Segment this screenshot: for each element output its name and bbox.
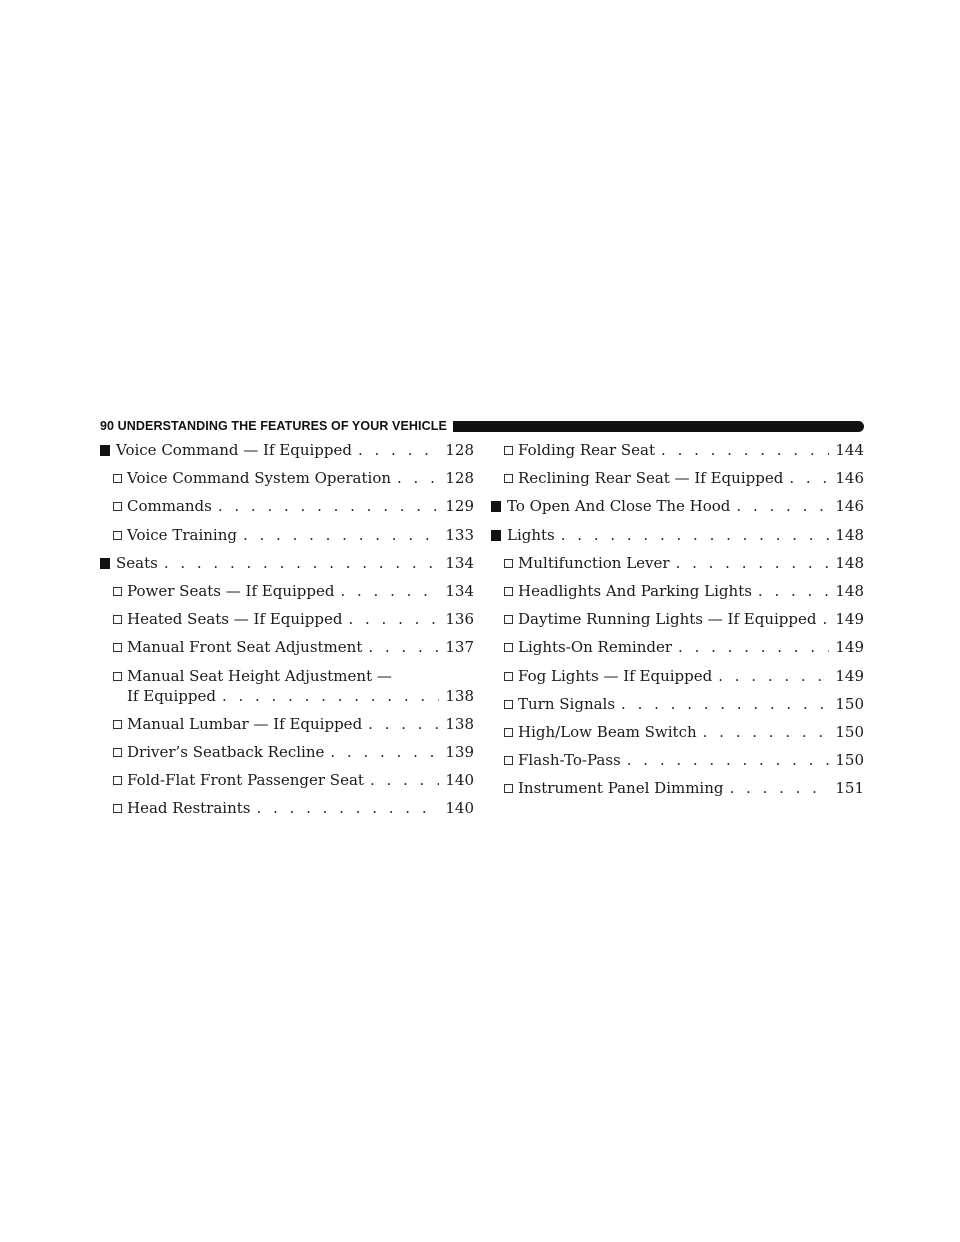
hollow-square-bullet-icon <box>504 728 513 737</box>
hollow-square-bullet-icon <box>113 531 122 540</box>
toc-entry[interactable] <box>491 694 864 714</box>
toc-page-number: 149 <box>835 638 864 657</box>
toc-page-number: 144 <box>835 441 864 459</box>
toc-entry-title: Commands <box>127 497 212 516</box>
page-header <box>100 416 864 436</box>
toc-entry-title: Headlights And Parking Lights <box>518 581 752 600</box>
toc-page-number: 146 <box>835 469 864 488</box>
dot-leader <box>348 609 439 629</box>
toc-entry-title: Power Seats — If Equipped <box>127 581 335 600</box>
toc-left-column <box>100 440 474 826</box>
toc-page-number: 138 <box>445 714 474 733</box>
toc-entry-title: High/Low Beam Switch <box>518 722 697 741</box>
hollow-square-bullet-icon <box>504 474 513 483</box>
square-bullet-icon <box>491 530 501 541</box>
toc-entry[interactable] <box>100 798 474 818</box>
hollow-square-bullet-icon <box>504 672 513 681</box>
toc-entry-title: Manual Lumbar — If Equipped <box>127 714 363 733</box>
toc-entry[interactable] <box>491 581 864 601</box>
dot-leader <box>789 468 829 488</box>
toc-page-number: 150 <box>835 751 864 770</box>
toc-page-number: 133 <box>445 525 474 544</box>
toc-entry[interactable] <box>100 440 474 460</box>
toc-page-number: 134 <box>445 553 474 572</box>
toc-entry[interactable] <box>491 440 864 460</box>
toc-page-number: 150 <box>835 694 864 713</box>
toc-entry-title: Manual Front Seat Adjustment <box>127 638 363 657</box>
toc-entry[interactable] <box>491 750 864 770</box>
dot-leader <box>758 581 829 601</box>
page-header-text: 90 UNDERSTANDING THE FEATURES OF YOUR VEHICLE <box>100 419 447 433</box>
toc-page-number: 136 <box>445 610 474 629</box>
dot-leader <box>218 496 440 516</box>
dot-leader <box>368 637 439 657</box>
toc-entry[interactable] <box>100 609 474 629</box>
hollow-square-bullet-icon <box>113 615 122 624</box>
toc-entry-title: Folding Rear Seat <box>518 441 656 459</box>
toc-entry-title: Manual Seat Height Adjustment — <box>127 666 392 685</box>
dot-leader <box>561 525 830 545</box>
toc-page-number: 151 <box>835 779 864 798</box>
toc-page-number: 129 <box>445 497 474 516</box>
dot-leader <box>370 770 439 790</box>
toc-page-number: 148 <box>835 553 864 572</box>
toc-entry-title: Turn Signals <box>518 694 616 713</box>
toc-entry[interactable] <box>100 581 474 601</box>
toc-page-number: 146 <box>835 497 864 516</box>
toc-entry[interactable] <box>491 553 864 573</box>
toc-page-number: 140 <box>445 771 474 790</box>
toc-entry[interactable] <box>491 496 864 516</box>
toc-entry-title: Flash-To-Pass <box>518 751 621 770</box>
toc-entry[interactable] <box>100 525 474 545</box>
hollow-square-bullet-icon <box>504 700 513 709</box>
dot-leader <box>718 666 829 686</box>
toc-page-number: 150 <box>835 722 864 741</box>
square-bullet-icon <box>100 558 110 569</box>
toc-entry-title: Driver’s Seatback Recline <box>127 742 325 761</box>
toc-entry[interactable] <box>100 770 474 790</box>
hollow-square-bullet-icon <box>504 784 513 793</box>
dot-leader <box>736 496 829 516</box>
dot-leader <box>621 694 829 714</box>
dot-leader <box>164 553 440 573</box>
header-rule <box>453 421 864 432</box>
toc-entry[interactable] <box>491 609 864 629</box>
toc-entry-title: Seats <box>116 553 158 572</box>
hollow-square-bullet-icon <box>504 756 513 765</box>
toc-entry[interactable] <box>100 666 474 706</box>
toc-entry[interactable] <box>100 714 474 734</box>
toc-page-number: 148 <box>835 581 864 600</box>
toc-entry-title: Multifunction Lever <box>518 553 670 572</box>
toc-entry[interactable] <box>100 553 474 573</box>
dot-leader <box>822 609 829 629</box>
toc-page-number: 134 <box>445 581 474 600</box>
hollow-square-bullet-icon <box>113 643 122 652</box>
hollow-square-bullet-icon <box>113 748 122 757</box>
dot-leader <box>730 778 830 798</box>
toc-page-number: 139 <box>445 742 474 761</box>
toc-entry-title: Fold-Flat Front Passenger Seat <box>127 771 364 790</box>
hollow-square-bullet-icon <box>113 776 122 785</box>
square-bullet-icon <box>100 445 110 456</box>
toc-entry-title: Fog Lights — If Equipped <box>518 666 713 685</box>
toc-entry-title: Head Restraints <box>127 799 251 818</box>
toc-entry[interactable] <box>100 496 474 516</box>
toc-right-column <box>491 440 864 806</box>
toc-entry-title: Voice Training <box>127 525 237 544</box>
toc-entry-title: To Open And Close The Hood <box>507 497 731 516</box>
hollow-square-bullet-icon <box>113 502 122 511</box>
hollow-square-bullet-icon <box>113 804 122 813</box>
dot-leader <box>358 440 439 460</box>
toc-entry-title: Instrument Panel Dimming <box>518 779 724 798</box>
toc-page-number: 149 <box>835 666 864 685</box>
toc-entry-title: Lights-On Reminder <box>518 638 673 657</box>
dot-leader <box>256 798 439 818</box>
dot-leader <box>243 525 439 545</box>
toc-entry[interactable] <box>491 468 864 488</box>
hollow-square-bullet-icon <box>113 587 122 596</box>
hollow-square-bullet-icon <box>504 615 513 624</box>
toc-entry[interactable] <box>491 666 864 686</box>
toc-entry-title: Daytime Running Lights — If Equipped <box>518 610 817 629</box>
toc-page-number: 140 <box>445 799 474 818</box>
toc-page-number: 128 <box>445 469 474 488</box>
toc-page-number: 137 <box>445 638 474 657</box>
hollow-square-bullet-icon <box>504 446 513 455</box>
toc-entry-title-continued: If Equipped <box>127 686 216 705</box>
hollow-square-bullet-icon <box>504 643 513 652</box>
hollow-square-bullet-icon <box>113 474 122 483</box>
dot-leader <box>368 714 439 734</box>
toc-entry[interactable] <box>100 742 474 762</box>
toc-entry[interactable] <box>491 637 864 657</box>
toc-entry-title: Reclining Rear Seat — If Equipped <box>518 469 784 488</box>
dot-leader <box>330 742 439 762</box>
toc-page-number: 148 <box>835 525 864 544</box>
toc-page-number: 128 <box>445 441 474 459</box>
dot-leader <box>222 686 439 706</box>
toc-page-number: 149 <box>835 610 864 629</box>
toc-entry[interactable] <box>100 468 474 488</box>
toc-entry[interactable] <box>100 637 474 657</box>
hollow-square-bullet-icon <box>113 672 122 681</box>
dot-leader <box>340 581 439 601</box>
toc-entry-title: Heated Seats — If Equipped <box>127 610 343 629</box>
dot-leader <box>703 722 830 742</box>
toc-entry-title: Voice Command — If Equipped <box>116 441 352 459</box>
toc-entry-title: Lights <box>507 525 555 544</box>
dot-leader <box>678 637 829 657</box>
hollow-square-bullet-icon <box>504 587 513 596</box>
hollow-square-bullet-icon <box>504 559 513 568</box>
toc-entry[interactable] <box>491 722 864 742</box>
toc-page-number: 138 <box>445 686 474 705</box>
dot-leader <box>397 468 439 488</box>
dot-leader <box>661 440 829 460</box>
hollow-square-bullet-icon <box>113 720 122 729</box>
dot-leader <box>627 750 830 770</box>
dot-leader <box>676 553 830 573</box>
toc-entry-title: Voice Command System Operation <box>127 469 392 488</box>
square-bullet-icon <box>491 501 501 512</box>
toc-entry[interactable] <box>491 525 864 545</box>
toc-entry[interactable] <box>491 778 864 798</box>
